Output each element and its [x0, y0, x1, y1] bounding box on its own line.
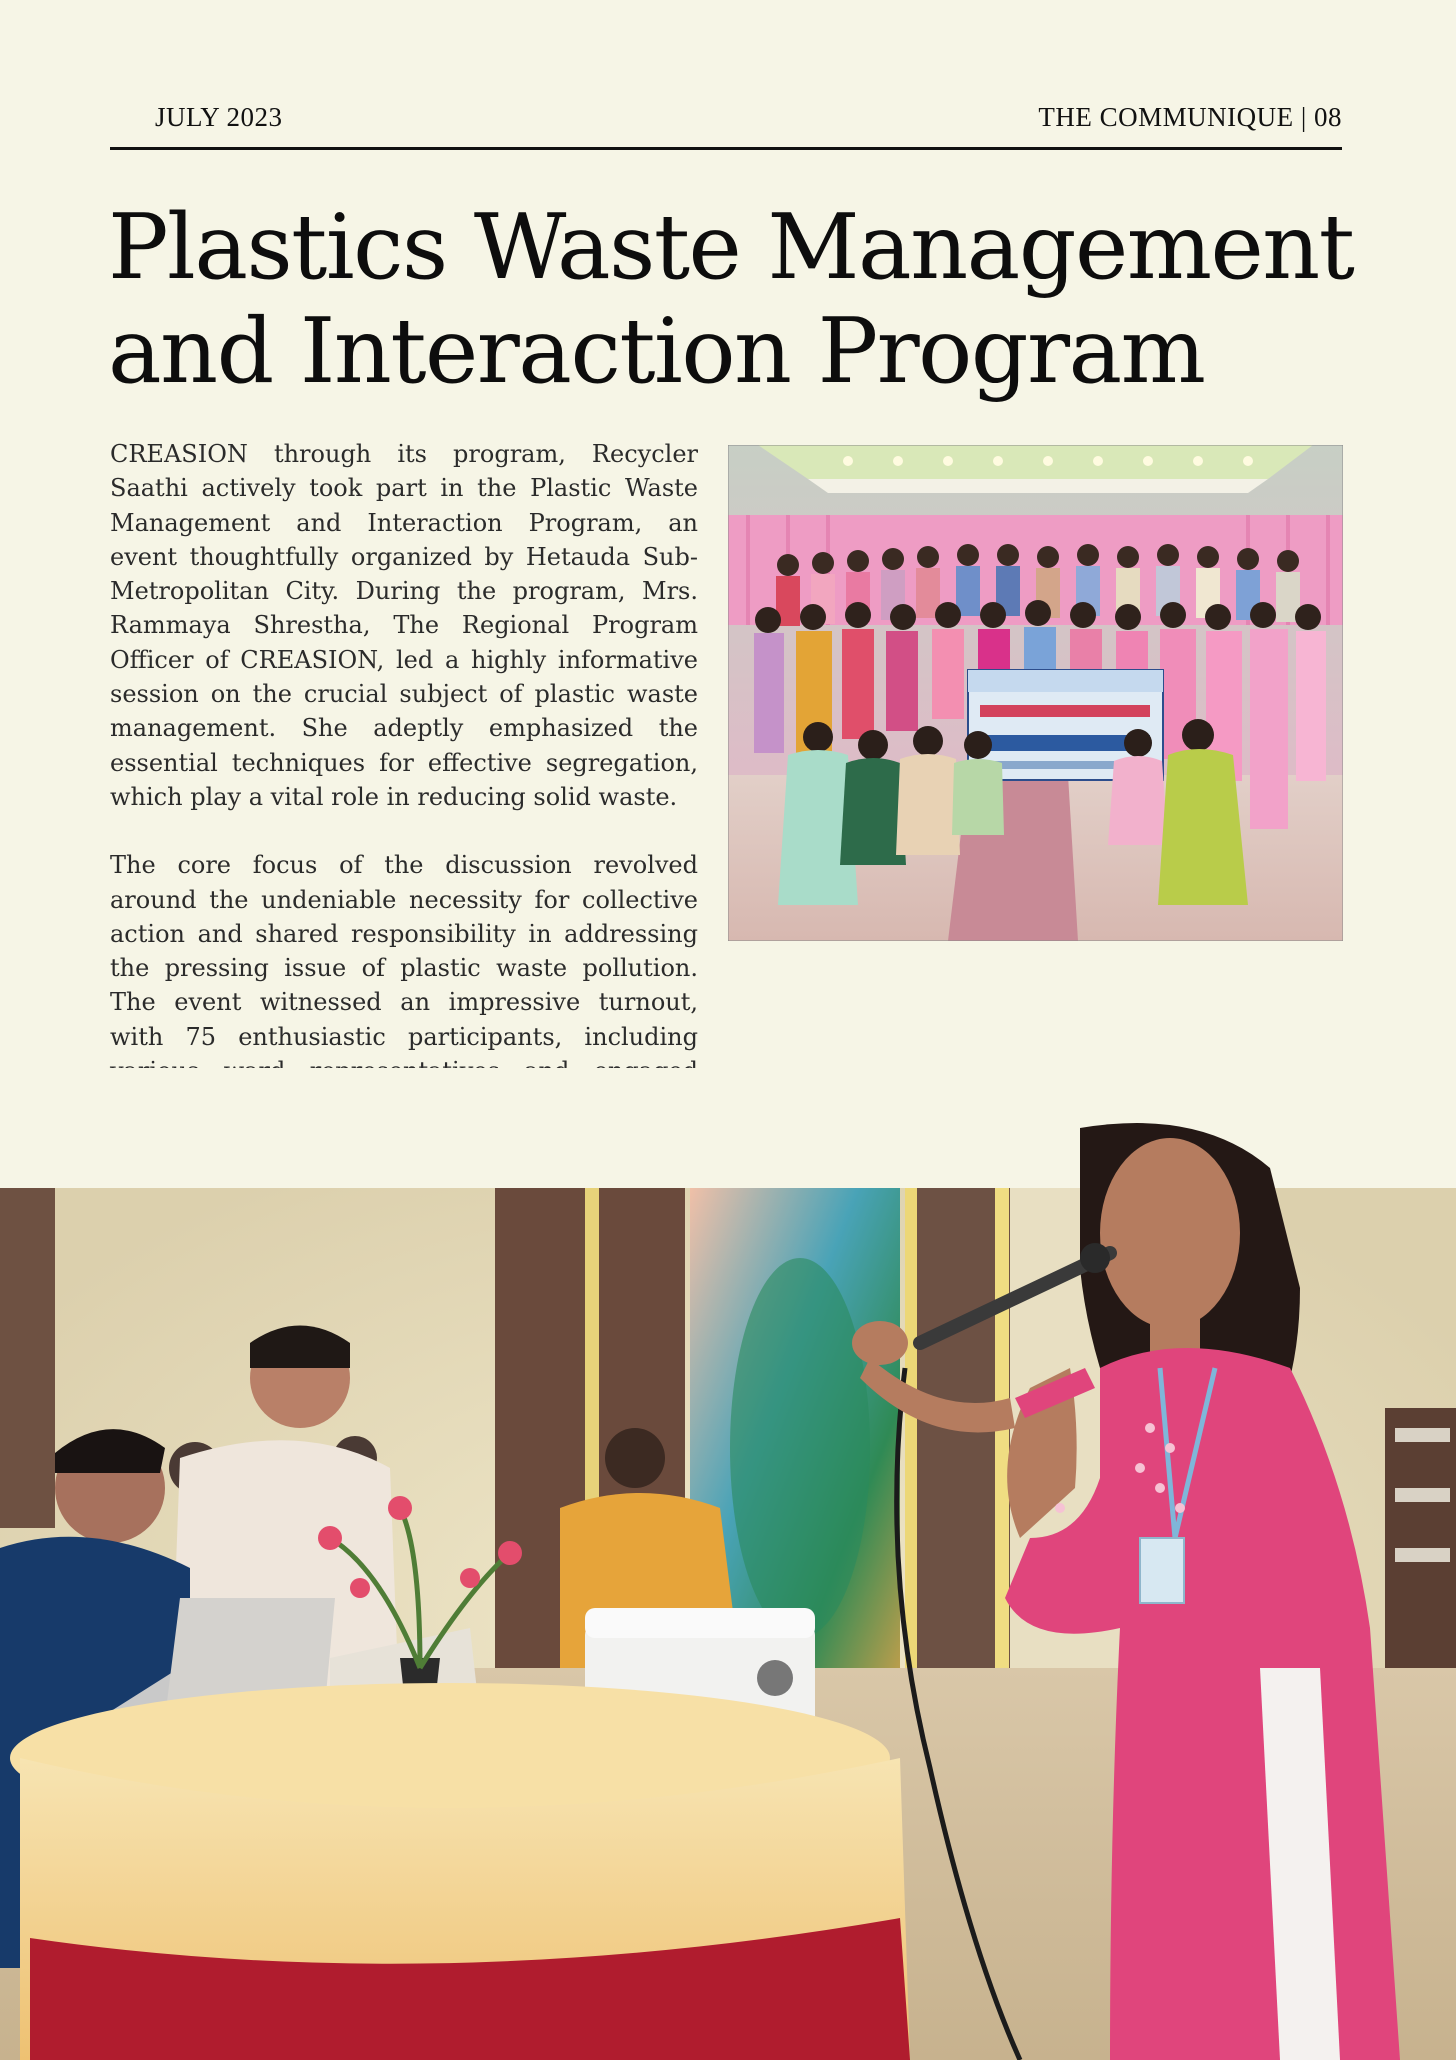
publication-page-label: THE COMMUNIQUE | 08	[1038, 102, 1342, 132]
page-header	[110, 98, 1342, 150]
speaker-photo-illustration	[0, 1068, 1456, 2060]
group-photo-illustration	[728, 445, 1343, 941]
speaker-photo	[0, 1068, 1456, 2060]
group-photo	[728, 445, 1343, 941]
article-body	[110, 437, 698, 1157]
article-title-line-2: and Interaction Program	[108, 299, 1205, 404]
article-title	[108, 196, 1368, 404]
issue-date: JULY 2023	[155, 102, 283, 132]
article-paragraph-1: CREASION through its program, Recycler Saathi actively took part in the Plastic Waste Management and Interaction Program, an event thoughtfully organized by Hetauda Sub-Metropolitan City. During the program, Mrs. Rammaya Shrestha, The Regional Program Officer of CREASION, led a highly informative session on the crucial subject of plastic waste management. She adeptly emphasized the essential techniques for effective segregation, which play a vital role in reducing solid waste.	[110, 440, 698, 811]
article-title-line-1: Plastics Waste Management	[108, 195, 1354, 300]
article-paragraph-2: The core focus of the discussion revolved around the undeniable necessity for collective action and shared responsibility in addressing the pressing issue of plastic waste pollution. The event witnessed an impressive turnout, with 75 enthusiastic participants, including	[110, 851, 698, 1051]
